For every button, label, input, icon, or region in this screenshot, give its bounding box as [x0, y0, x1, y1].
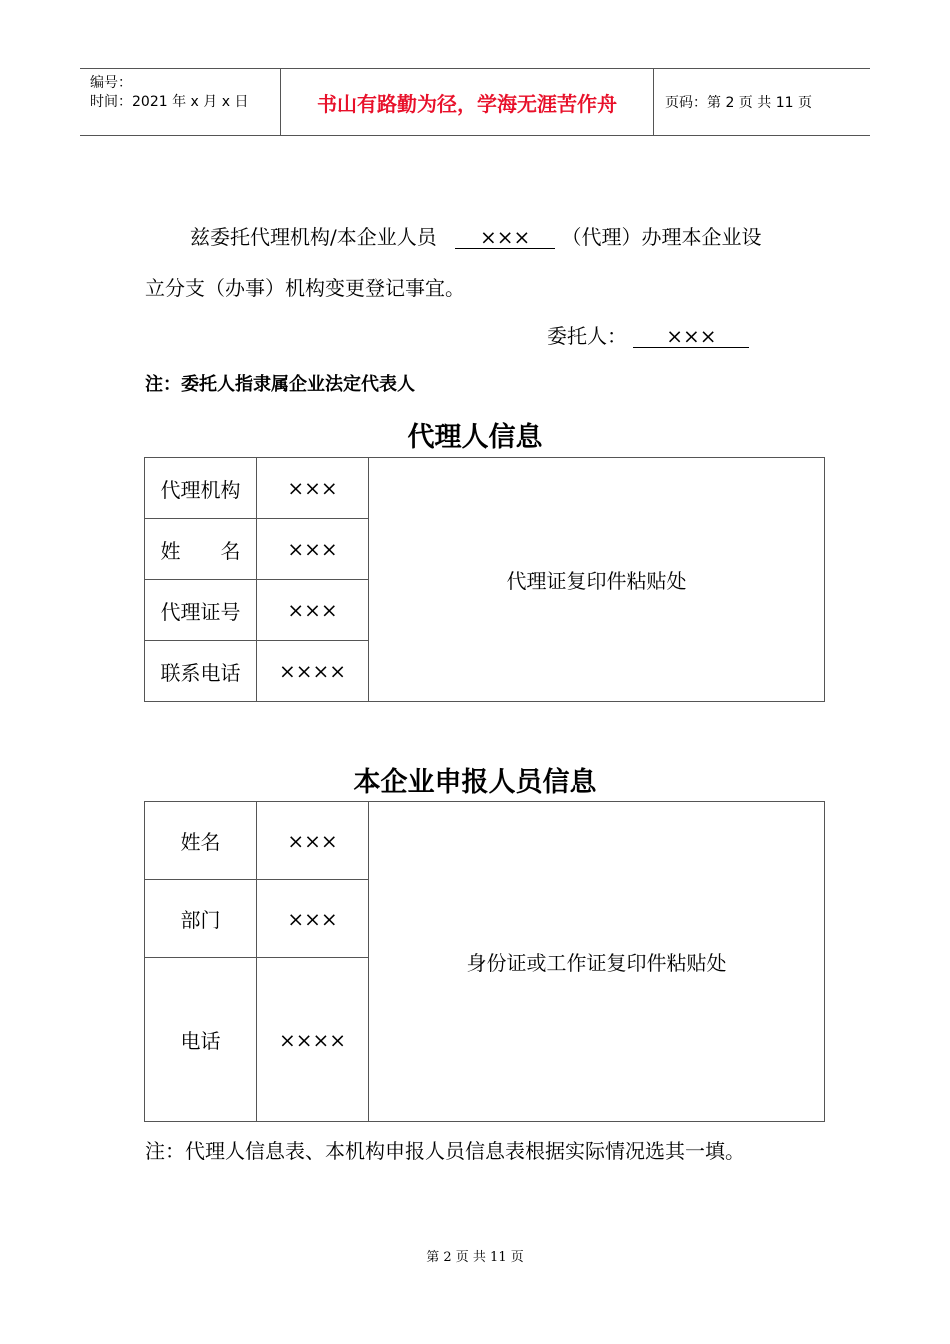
staff-label-cell: 电话 [145, 958, 257, 1122]
form-footnote: 注：代理人信息表、本机构申报人员信息表根据实际情况选其一填。 [145, 1139, 745, 1163]
agent-label-cell: 联系电话 [145, 641, 257, 702]
document-number-label: 编号： [90, 75, 132, 91]
header-page-info: 页码：第 2 页 共 11 页 [665, 95, 812, 111]
delegation-line-2: 立分支（办事）机构变更登记事宜。 [145, 276, 465, 300]
client-note: 注：委托人指隶属企业法定代表人 [145, 374, 415, 395]
page-number: 第 2 页 共 11 页 [426, 1250, 524, 1265]
delegation-text-prefix: 兹委托代理机构/本企业人员 [190, 225, 437, 249]
staff-value-cell: ××× [257, 802, 369, 880]
agent-value-cell: ××× [257, 580, 369, 641]
page-header [80, 68, 870, 136]
staff-label-cell: 部门 [145, 880, 257, 958]
staff-info-table [144, 801, 825, 1122]
agent-info-table [144, 457, 825, 702]
delegation-text-suffix: （代理）办理本企业设 [561, 225, 762, 249]
client-signature-line [547, 320, 749, 349]
staff-section-title: 本企业申报人员信息 [353, 767, 597, 798]
document-date: 时间：2021 年 x 月 x 日 [90, 94, 249, 110]
agent-label-cell: 姓 名 [145, 519, 257, 580]
id-card-paste-area: 身份证或工作证复印件粘贴处 [369, 802, 825, 1122]
table-row [145, 802, 825, 880]
staff-value-cell: ××× [257, 880, 369, 958]
agent-label-cell: 代理机构 [145, 458, 257, 519]
agent-section-title: 代理人信息 [407, 422, 543, 453]
staff-value-cell: ×××× [257, 958, 369, 1122]
header-meta [80, 69, 281, 135]
delegation-line-1 [190, 221, 761, 250]
agent-certificate-paste-area: 代理证复印件粘贴处 [369, 458, 825, 702]
agent-label-cell: 代理证号 [145, 580, 257, 641]
table-row [145, 458, 825, 519]
header-motto: 书山有路勤为径，学海无涯苦作舟 [281, 69, 654, 135]
delegate-name-field: ××× [455, 226, 555, 249]
agent-value-cell: ××× [257, 519, 369, 580]
client-label: 委托人： [547, 324, 627, 348]
agent-value-cell: ×××× [257, 641, 369, 702]
staff-label-cell: 姓名 [145, 802, 257, 880]
client-name-field: ××× [633, 325, 749, 348]
agent-value-cell: ××× [257, 458, 369, 519]
